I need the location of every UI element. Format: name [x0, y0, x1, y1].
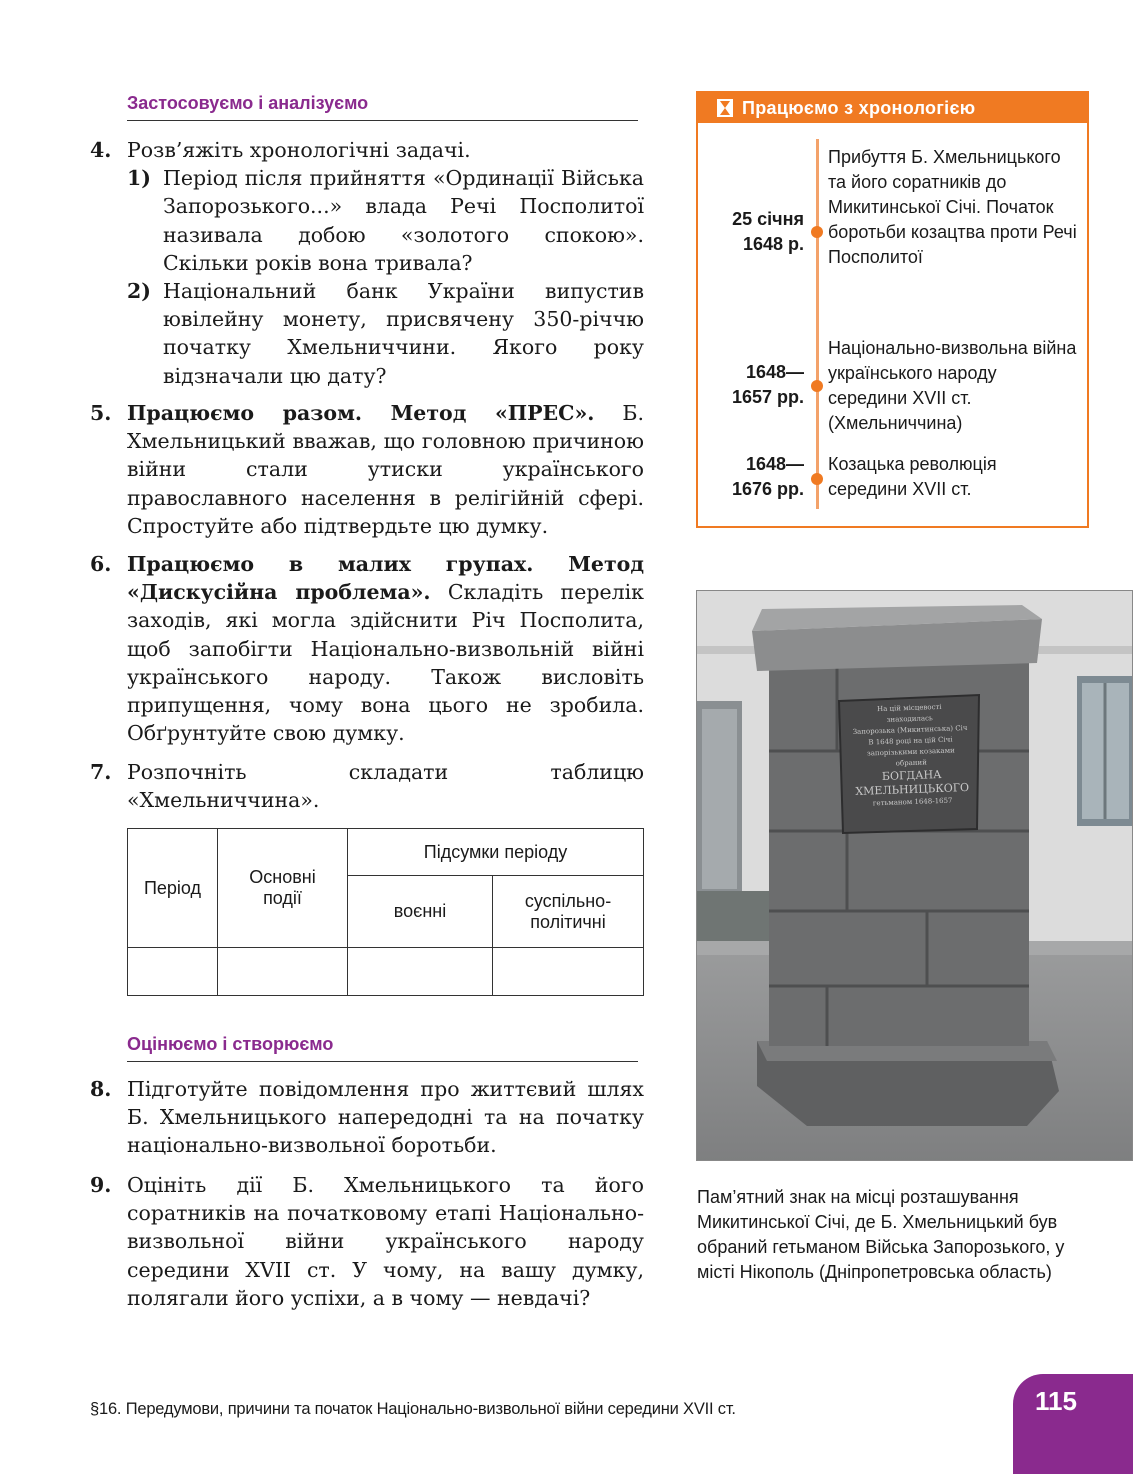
subtask-text: Національний банк України випустив ювілейну монету, присвячену 350-річчю початку Хмельниччини. Якого року відзначали цю дату?	[163, 279, 644, 388]
header-period: Період	[128, 829, 218, 948]
timeline-date: 1648— 1657 рр.	[731, 362, 804, 407]
hourglass-icon	[717, 99, 733, 117]
task-number: 8.	[90, 1077, 112, 1101]
page-footer-title: §16. Передумови, причини та початок Національно-визвольної війни середини XVII ст.	[90, 1400, 736, 1418]
subtask-text: Період після прийняття «Ординації Війська Запорозького...» влада Речі Посполитої називала добою «золотого спокою». Скільки років вона тривала?	[163, 166, 644, 275]
task-number: 6.	[90, 552, 112, 576]
task-text: Розпочніть складати таблицю «Хмельниччина».	[127, 760, 644, 813]
timeline-date: 1648— 1676 рр.	[731, 454, 804, 499]
task-method: Працюємо разом. Метод «ПРЕС».	[127, 401, 595, 425]
chronology-header	[698, 93, 1087, 123]
header-events: Основні події	[218, 829, 348, 948]
task-4	[90, 136, 644, 390]
task-method: Працюємо в малих групах. Метод «Дискусійна проблема».	[127, 552, 644, 605]
task-number: 5.	[90, 401, 112, 425]
task-5	[90, 399, 644, 540]
table-cell[interactable]	[348, 948, 493, 996]
timeline-date: 25 січня 1648 р.	[732, 209, 804, 254]
task-6	[90, 550, 644, 747]
task-number: 9.	[90, 1173, 112, 1197]
subtask-number: 2)	[127, 279, 151, 304]
timeline-dot	[811, 473, 823, 485]
task-number: 4.	[90, 138, 112, 162]
header-results: Підсумки періоду	[348, 829, 644, 876]
task-9	[90, 1171, 644, 1312]
memorial-photo	[696, 590, 1133, 1161]
subtask-2	[127, 277, 644, 390]
chronology-box	[696, 91, 1089, 528]
subtask-number: 1)	[127, 166, 151, 191]
task-text: Оцініть дії Б. Хмельницького та його соратників на початковому етапі Національно-визвольної війни українського народу середини XVII ст. У чому, на вашу думку, полягали його успіхи, а в чому — невдачі?	[127, 1173, 644, 1310]
header-military: воєнні	[348, 876, 493, 948]
timeline-dot	[811, 226, 823, 238]
timeline-dot	[811, 380, 823, 392]
header-social: суспільно-політичні	[493, 876, 644, 948]
table-cell[interactable]	[128, 948, 218, 996]
task-text: Підготуйте повідомлення про життєвий шлях Б. Хмельницького напередодні та на початку національно-визвольної боротьби.	[127, 1077, 644, 1158]
timeline-line	[816, 139, 819, 509]
task-text: Складіть перелік заходів, які могла здійснити Річ Посполита, щоб запобігти Національно-визвольній війні українського народу. Також висловіть припущення, чому вона цього не зробила. Обґрунтуйте свою думку.	[127, 580, 644, 746]
timeline-text: Прибуття Б. Хмельницького та його соратників до Микитинської Січі. Початок боротьби козацтва проти Речі Посполитої	[828, 147, 1077, 267]
task-text: Б. Хмельницький вважав, що головною причиною війни стали утиски українського православного населення в релігійній сфері. Спростуйте або підтвердьте цю думку.	[127, 401, 644, 538]
table-cell[interactable]	[493, 948, 644, 996]
table-row	[128, 948, 644, 996]
plaque-inscription: На цій місцевості знаходилась Запорозька (Микитинська) Січ В 1648 році на цій Січі запорізькими козаками обраний БОГДАНА ХМЕЛЬНИЦЬКОГО гетьманом 1648-1657	[852, 702, 970, 808]
section-heading-evaluate: Оцінюємо і створюємо	[127, 1034, 638, 1062]
task-number: 7.	[90, 760, 112, 784]
khmelnychchyna-table	[127, 828, 644, 996]
task-7	[90, 758, 644, 814]
page-number: 115	[1013, 1374, 1133, 1474]
memorial-illustration	[697, 591, 1133, 1161]
subtask-1	[127, 164, 644, 277]
section-heading-apply: Застосовуємо і аналізуємо	[127, 93, 638, 121]
timeline-text: Козацька революція середини XVII ст.	[828, 454, 997, 499]
table-cell[interactable]	[218, 948, 348, 996]
chronology-title: Працюємо з хронологією	[742, 98, 976, 118]
task-text: Розв’яжіть хронологічні задачі.	[127, 138, 471, 162]
photo-caption: Пам’ятний знак на місці розташування Микитинської Січі, де Б. Хмельницький був обраний гетьманом Війська Запорозького, у місті Нікополь (Дніпропетровська область)	[697, 1187, 1065, 1282]
task-8	[90, 1075, 644, 1160]
timeline-text: Національно-визвольна війна українського народу середини XVII ст. (Хмельниччина)	[828, 338, 1077, 433]
